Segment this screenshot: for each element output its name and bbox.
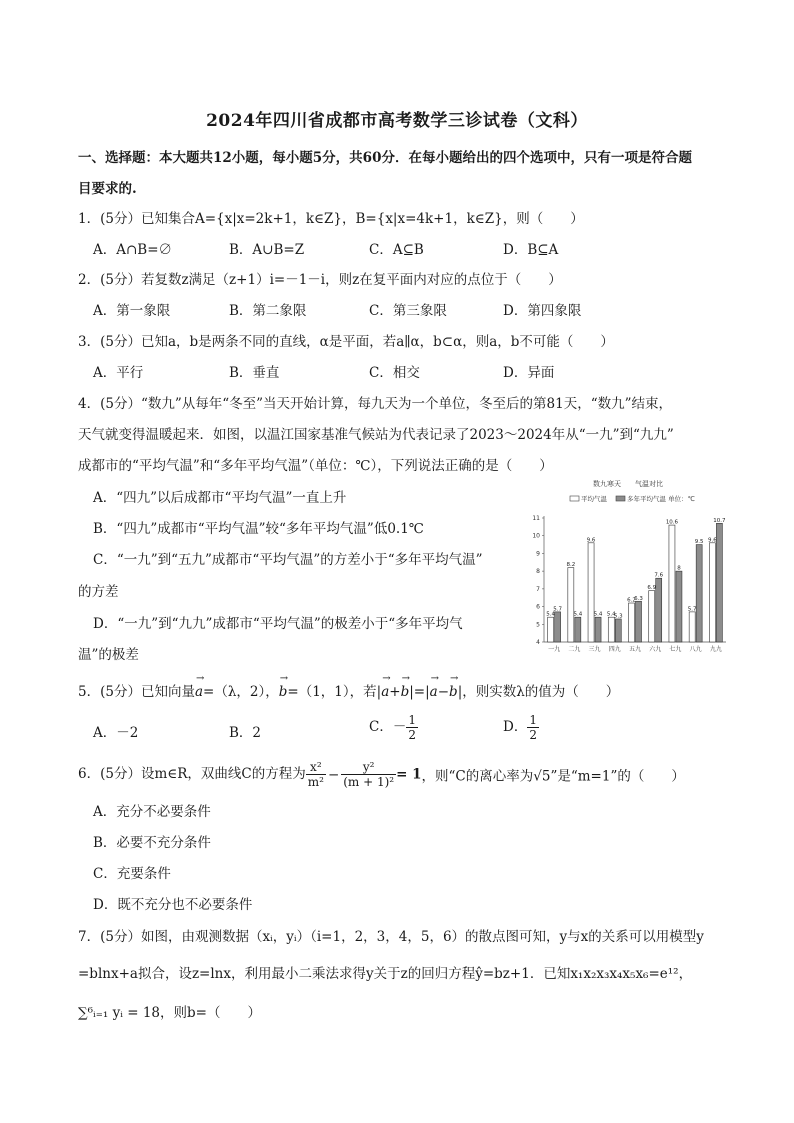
fraction-denominator: m² [307,775,324,789]
question-7-line2: =blnx+a拟合，设z=lnx，利用最小二乘法求得y关于z的回归方程ŷ=bz+1．已知x₁x₂x₃x₄x₅x₆=e¹²， [78,966,693,982]
bar-avg [709,543,715,642]
question-4-line1: 4．(5分）“数九”从每年“冬至”当天开始计算，每九天为一个单位，冬至后的第81天，“数九”结束， [78,396,673,412]
vector-b: b [278,684,288,700]
vector-b: b [400,684,410,700]
data-label: 5.7 [687,606,697,613]
vector-arrow-icon: → [279,673,289,684]
question-5-option-b[interactable]: B．2 [229,725,262,741]
x-tick-label: 六九 [649,646,662,653]
temperature-bar-chart [528,476,728,654]
data-label: 9.6 [708,537,717,544]
data-label: 10.7 [713,517,726,524]
x-tick-label: 一九 [548,646,561,653]
bar-multiyear [555,612,561,642]
bar-avg [568,568,574,642]
y-tick-label: 8 [536,568,540,576]
option-c-label: C．－ [369,719,407,735]
vector-arrow-icon: → [450,673,459,684]
fraction-numerator: 1 [529,713,537,727]
question-2-option-d[interactable]: D．第四象限 [503,303,582,319]
legend-swatch-avg [570,496,579,501]
data-label: 6.9 [647,585,657,592]
bar-avg [608,617,614,642]
question-1-option-c[interactable]: C．A⊆B [369,242,424,258]
legend-swatch-multiyear [616,496,625,501]
question-7-line3: ∑⁶ᵢ₌₁ yᵢ = 18，则b=（ ） [78,1005,261,1021]
fraction-numerator: 1 [408,713,416,727]
vector-arrow-icon: → [382,673,391,684]
question-3-stem: 3．(5分）已知a，b是两条不同的直线，α是平面，若a∥α，b⊂α，则a，b不可能（ ） [78,334,614,350]
vector-b-value: =（1，1） [287,684,350,700]
chart-plot-area [532,515,726,653]
question-6-suffix: ，则“C的离心率为√5”是“m=1”的（ ） [421,768,685,785]
page-title: 2024年四川省成都市高考数学三诊试卷（文科） [206,111,588,131]
data-label: 5.4 [546,611,555,618]
y-tick-label: 5 [536,621,540,629]
question-4-option-c-line2: 的方差 [78,584,119,600]
x-tick-label: 八九 [689,646,702,653]
y-tick-label: 11 [532,515,540,522]
fraction-numerator: x² [306,760,326,775]
bar-multiyear [656,578,662,642]
bar-avg [689,612,695,642]
equals-one: = 1 [396,766,422,783]
y-tick-label: 4 [536,639,540,646]
question-1-option-a[interactable]: A．A∩B=∅ [93,242,173,258]
question-3-option-b[interactable]: B．垂直 [229,365,280,381]
question-4-option-c-line1[interactable]: C．“一九”到“五九”成都市“平均气温”的方差小于“多年平均气温” [93,552,483,568]
fraction-denominator: 2 [529,728,537,742]
question-6-prefix: 6．(5分）设m∈R，双曲线C的方程为 [78,766,306,782]
question-7-line1: 7．(5分）如图，由观测数据（xᵢ，yᵢ）（i=1，2，3，4，5，6）的散点图可知，y与x的关系可以用模型y [78,929,704,945]
bar-avg [588,543,594,642]
vector-arrow-icon: → [195,673,205,684]
option-d-label: D． [503,719,528,735]
data-label: 8 [677,565,681,572]
bar-multiyear [636,601,642,642]
data-label: 5.7 [553,606,562,613]
question-4-line3: 成都市的“平均气温”和“多年平均气温”（单位：℃），下列说法正确的是（ ） [78,458,553,474]
question-5-option-c[interactable] [369,713,418,742]
vector-arrow-icon: → [401,673,410,684]
bar-multiyear [716,523,722,642]
equation-mid: |=| [409,684,430,700]
question-2-option-a[interactable]: A．第一象限 [93,303,171,319]
question-2-stem: 2．(5分）若复数z满足（z+1）i=－1－i，则z在复平面内对应的点位于（ ） [78,272,562,288]
data-label: 5.4 [606,611,616,618]
question-5-mid: ，若 [349,684,377,700]
question-3-option-a[interactable]: A．平行 [93,365,144,381]
section-header-line1: 一、选择题：本大题共12小题，每小题5分，共60分．在每小题给出的四个选项中，只有一项是符合题 [78,150,692,166]
bar-avg [649,591,655,642]
question-3-option-d[interactable]: D．异面 [503,365,555,381]
x-tick-label: 九九 [709,646,722,653]
chart-legend [570,494,695,503]
data-label: 8.2 [566,562,576,569]
bar-multiyear [696,545,702,642]
fraction-x2-m2 [306,760,326,789]
question-1-stem: 1．(5分）已知集合A={x|x=2k+1，k∈Z}，B={x|x=4k+1，k∈Z}，则（ ） [78,211,584,227]
fraction-denominator: (m + 1)² [343,775,395,789]
bar-avg [548,617,554,642]
question-1-option-d[interactable]: D．B⊆A [503,242,559,258]
data-label: 9.6 [586,537,596,544]
chart-title: 数九寒天 气温对比 [593,480,663,488]
x-tick-label: 四九 [608,646,621,653]
x-tick-label: 七九 [669,646,682,653]
y-tick-label: 6 [536,603,540,611]
question-4-line2: 天气就变得温暖起来．如图，以温江国家基准气候站为代表记录了2023～2024年从“一九”到“九九” [78,427,674,443]
question-5-suffix: ，则实数λ的值为（ ） [462,684,620,700]
x-tick-label: 三九 [588,646,601,653]
question-6-option-b[interactable]: B．必要不充分条件 [93,835,211,851]
question-6-stem [78,760,685,789]
x-tick-label: 二九 [568,646,581,653]
fraction-y2-m1 [341,760,396,789]
legend-label-avg: 平均气温 [581,495,607,503]
question-6-option-c[interactable]: C．充要条件 [93,866,171,882]
vector-a: a [194,684,204,700]
data-label: 5.4 [593,611,603,618]
vector-a: a [429,684,438,700]
bar-avg [629,603,635,642]
section-header-line2: 目要求的. [78,181,137,197]
vector-a-value: =（λ，2）， [203,684,279,700]
legend-label-multiyear: 多年平均气温 单位：℃ [627,495,695,503]
vector-arrow-icon: → [430,673,440,684]
data-label: 5.4 [573,611,583,618]
y-tick-label: 7 [536,585,540,593]
question-5-option-a[interactable]: A．－2 [93,725,139,741]
question-4-option-d-line2: 温”的极差 [78,647,139,663]
data-label: 10.6 [665,519,679,526]
data-label: 6.2 [627,597,636,604]
vector-b: b [449,684,458,700]
question-1-option-b[interactable]: B．A∪B=Z [229,242,305,258]
fraction-half [527,713,539,742]
question-2-option-b[interactable]: B．第二象限 [229,303,307,319]
bar-multiyear [676,571,682,642]
y-tick-label: 10 [532,532,540,540]
question-5-option-d[interactable] [503,713,539,742]
question-6-option-d[interactable]: D．既不充分也不必要条件 [93,897,253,913]
x-tick-label: 五九 [628,646,642,653]
bar-multiyear [615,619,621,642]
bar-multiyear [575,617,581,642]
question-4-option-a[interactable]: A．“四九”以后成都市“平均气温”一直上升 [93,490,347,506]
y-tick-label: 9 [536,550,540,558]
data-label: 6.3 [634,595,643,602]
data-label: 5.3 [613,613,623,620]
vector-a: a [381,684,390,700]
fraction-numerator: y² [341,760,396,775]
question-6-option-a[interactable]: A．充分不必要条件 [93,804,211,820]
question-4-option-b[interactable]: B．“四九”成都市“平均气温”较“多年平均气温”低0.1℃ [93,521,424,537]
fraction-half [406,713,418,742]
question-5-stem: 5．(5分）已知向量 → a=（λ，2）， → b=（1，1），若| → a+ → b|=| → a− → b|，则实数λ的值为（ ） [78,673,620,700]
bar-avg [669,525,675,642]
data-label: 7.6 [654,572,664,579]
minus-sign: − [327,766,340,783]
bar-multiyear [595,617,601,642]
question-4-option-d-line1[interactable]: D．“一九”到“九九”成都市“平均气温”的极差小于“多年平均气 [93,616,463,632]
data-label: 9.5 [694,539,704,546]
fraction-denominator: 2 [408,728,416,742]
question-2-option-c[interactable]: C．第三象限 [369,303,447,319]
question-3-option-c[interactable]: C．相交 [369,365,420,381]
question-5-prefix: 5．(5分）已知向量 [78,684,195,700]
